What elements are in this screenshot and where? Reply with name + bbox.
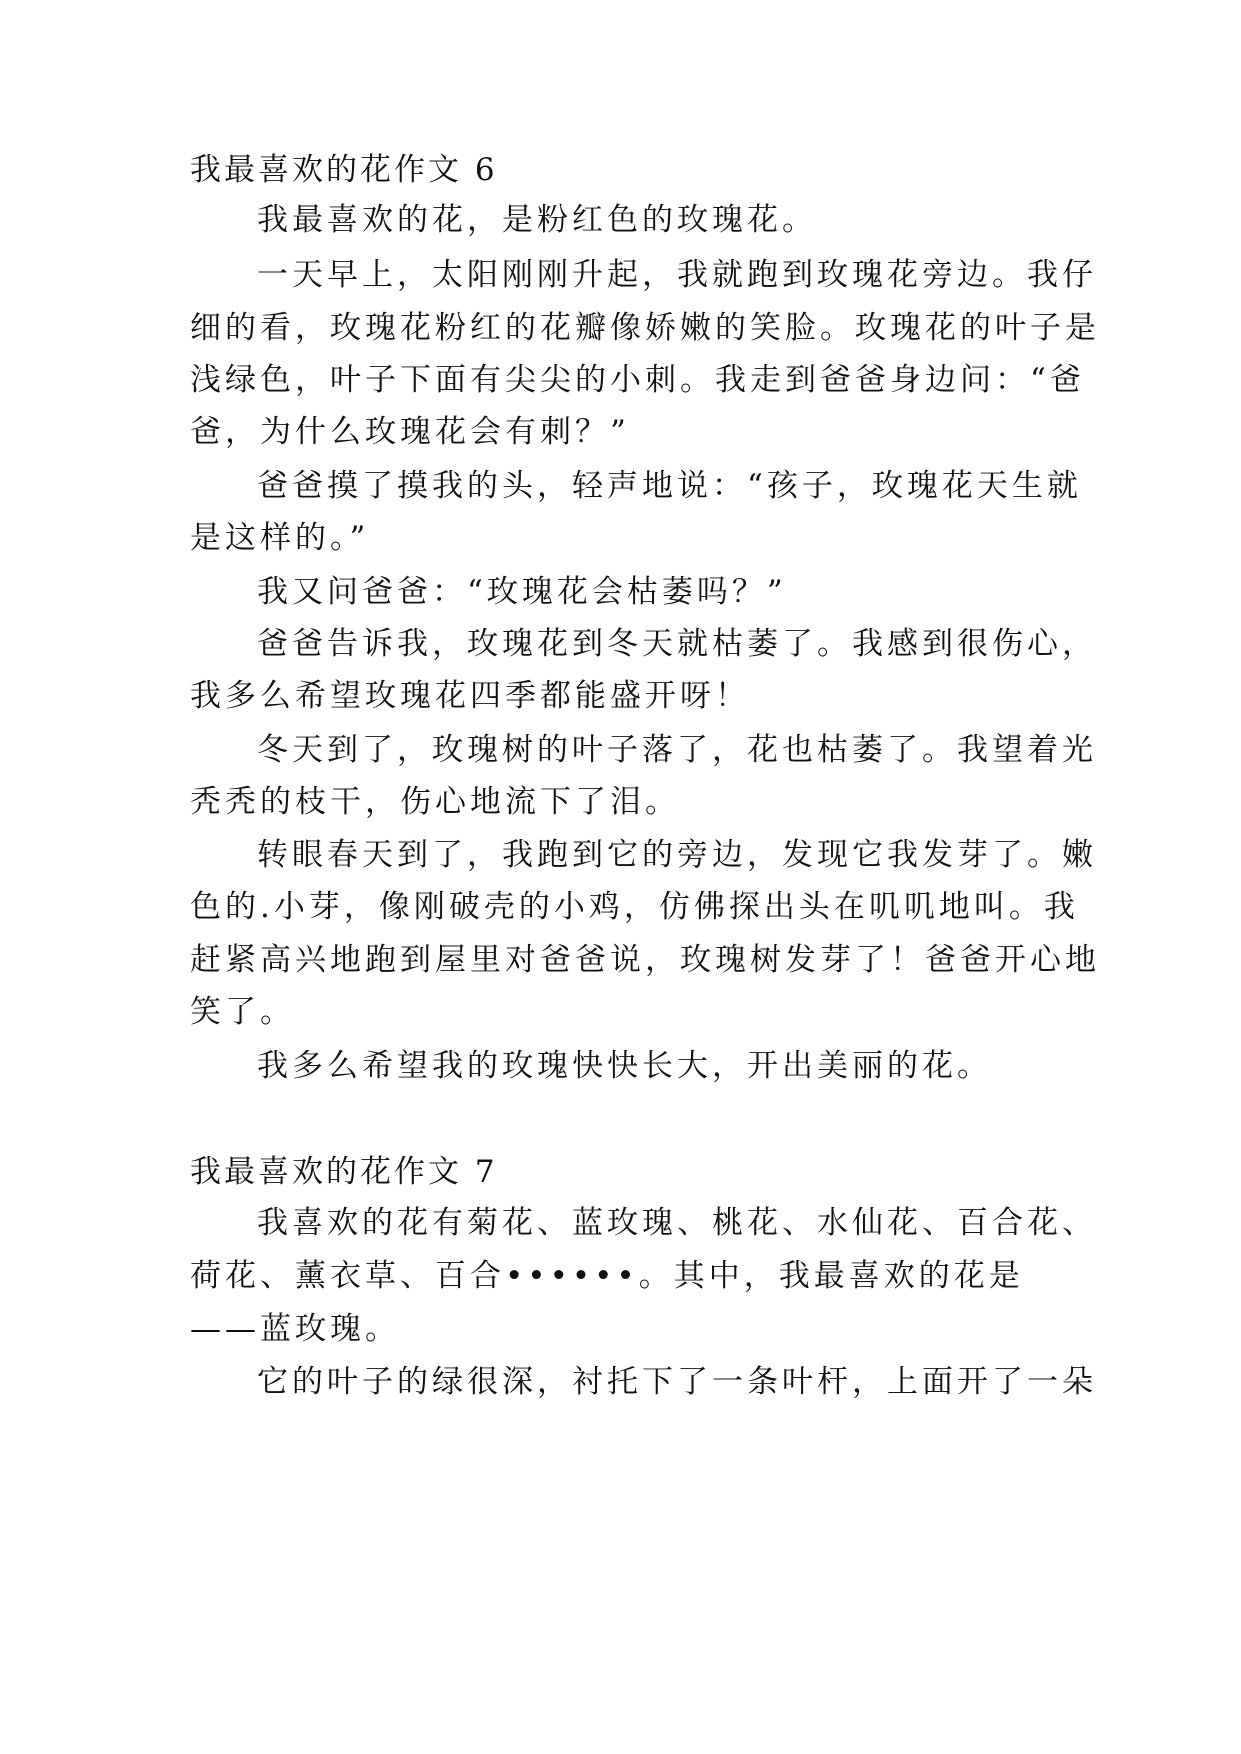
essay-6-line-2: 一天早上，太阳刚刚升起，我就跑到玫瑰花旁边。我仔	[257, 257, 1097, 293]
essay-7-line-4: 它的叶子的绿很深，衬托下了一条叶杆，上面开了一朵	[257, 1364, 1097, 1400]
essay-6-line-10: 我多么希望玫瑰花四季都能盛开呀！	[190, 678, 750, 714]
essay-6-line-6: 爸爸摸了摸我的头，轻声地说：“孩子，玫瑰花天生就	[257, 468, 1082, 504]
essay-7-line-1: 我喜欢的花有菊花、蓝玫瑰、桃花、水仙花、百合花、	[257, 1205, 1097, 1241]
essay-6-line-3: 细的看，玫瑰花粉红的花瓣像娇嫩的笑脸。玫瑰花的叶子是	[190, 310, 1100, 346]
essay-6-title: 我最喜欢的花作文 6	[190, 152, 498, 188]
essay-6-line-7: 是这样的。”	[190, 520, 370, 556]
essay-6-line-13: 转眼春天到了，我跑到它的旁边，发现它我发芽了。嫩	[257, 837, 1097, 873]
essay-6-line-17: 我多么希望我的玫瑰快快长大，开出美丽的花。	[257, 1048, 992, 1084]
essay-6-line-16: 笑了。	[190, 994, 295, 1030]
essay-6-line-14: 色的.小芽，像刚破壳的小鸡，仿佛探出头在叽叽地叫。我	[190, 889, 1079, 925]
essay-6-line-11: 冬天到了，玫瑰树的叶子落了，花也枯萎了。我望着光	[257, 732, 1097, 768]
essay-6-line-1: 我最喜欢的花，是粉红色的玫瑰花。	[257, 202, 817, 238]
essay-7-line-3: ——蓝玫瑰。	[190, 1311, 400, 1347]
essay-6-line-9: 爸爸告诉我，玫瑰花到冬天就枯萎了。我感到很伤心，	[257, 626, 1097, 662]
essay-6-line-8: 我又问爸爸：“玫瑰花会枯萎吗？”	[257, 574, 787, 610]
essay-6-line-12: 秃秃的枝干，伤心地流下了泪。	[190, 784, 680, 820]
essay-7-title: 我最喜欢的花作文 7	[190, 1154, 498, 1190]
essay-6-line-4: 浅绿色，叶子下面有尖尖的小刺。我走到爸爸身边问：“爸	[190, 362, 1085, 398]
essay-6-line-15: 赶紧高兴地跑到屋里对爸爸说，玫瑰树发芽了！爸爸开心地	[190, 942, 1100, 978]
essay-6-line-5: 爸，为什么玫瑰花会有刺？”	[190, 414, 630, 450]
essay-7-line-2: 荷花、薰衣草、百合••••••。其中，我最喜欢的花是	[190, 1258, 1024, 1294]
